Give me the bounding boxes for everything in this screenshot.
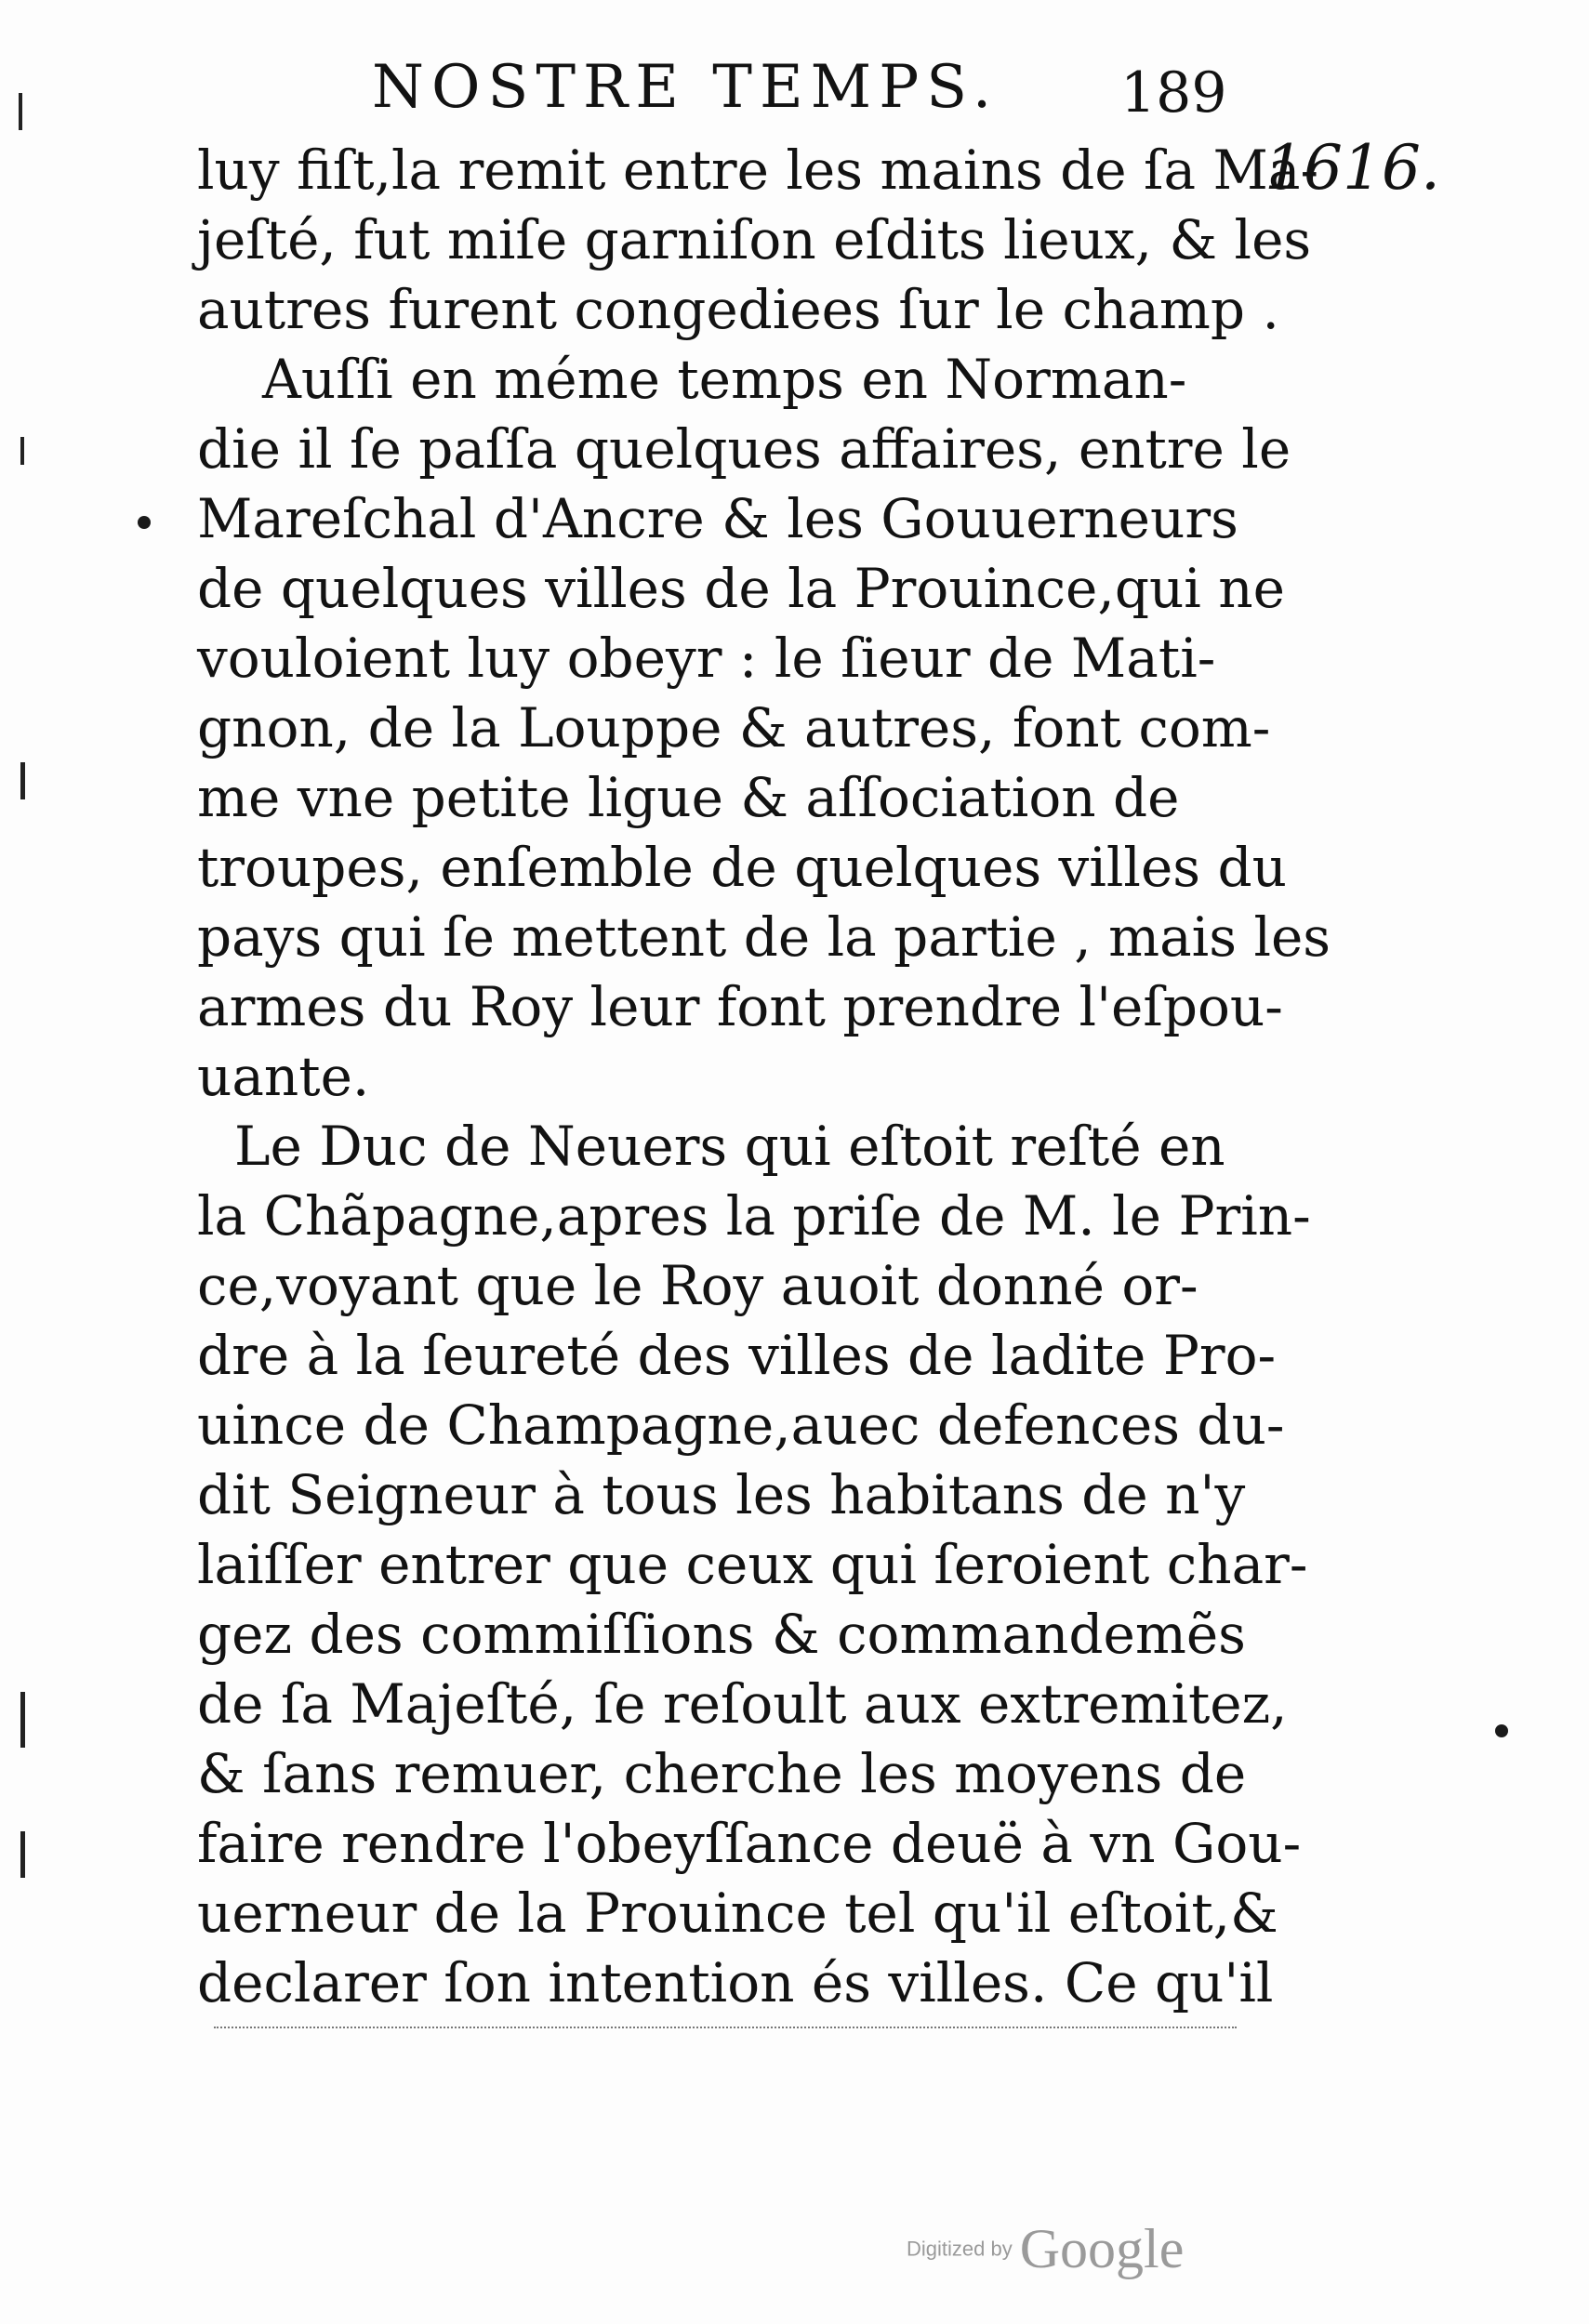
text-line: faire rendre l'obeyſſance deuë à vn Gou- <box>197 1812 1302 1875</box>
text-line: die il ſe paſſa quelques affaires, entre le <box>197 417 1291 481</box>
text-line: dre à la ſeureté des villes de ladite Pro- <box>197 1324 1277 1387</box>
text-line: uerneur de la Prouince tel qu'il eſtoit,& <box>197 1882 1278 1945</box>
text-line: pays qui ſe mettent de la partie , mais les <box>197 905 1331 969</box>
text-line: Mareſchal d'Ancre & les Gouuerneurs <box>197 487 1238 550</box>
text-line: ce,voyant que le Roy auoit donné or- <box>197 1254 1198 1317</box>
margin-speck <box>20 437 24 465</box>
margin-bullet <box>1495 1724 1508 1737</box>
margin-speck <box>20 1692 25 1748</box>
margin-year-note: 1616. <box>1265 132 1440 204</box>
body-text <box>197 136 1331 2018</box>
page-number: 189 <box>1120 60 1227 125</box>
margin-bullet <box>138 516 151 529</box>
text-line: Auſſi en méme temps en Norman- <box>262 348 1187 411</box>
text-line: jeſté, fut miſe garniſon eſdits lieux, & les <box>197 208 1312 271</box>
bottom-rule <box>214 2027 1237 2028</box>
text-line: de ſa Majeſté, ſe reſoult aux extremitez, <box>197 1672 1288 1736</box>
text-line: me vne petite ligue & aſſociation de <box>197 766 1180 829</box>
running-title: NOSTRE TEMPS. <box>372 53 1000 122</box>
text-line: armes du Roy leur font prendre l'eſpou- <box>197 975 1283 1038</box>
text-line: dit Seigneur à tous les habitans de n'y <box>197 1463 1246 1526</box>
watermark-prefix: Digitized by <box>907 2237 1013 2261</box>
text-line: gez des commiſſions & commandemẽs <box>197 1603 1246 1666</box>
margin-speck <box>20 1831 25 1878</box>
text-line: la Chãpagne,apres la priſe de M. le Prin- <box>197 1184 1311 1248</box>
text-line: uante. <box>197 1045 370 1108</box>
text-line: gnon, de la Louppe & autres, font com- <box>197 696 1271 759</box>
digitized-watermark <box>907 2217 1184 2281</box>
margin-speck <box>20 762 25 799</box>
text-line: autres furent congediees ſur le champ . <box>197 278 1279 341</box>
text-line: troupes, enſemble de quelques villes du <box>197 836 1287 899</box>
text-line: vouloient luy obeyr : le ſieur de Mati- <box>197 627 1216 690</box>
text-line: luy fiſt,la remit entre les mains de ſa Ma- <box>197 139 1319 202</box>
text-line: Le Duc de Neuers qui eſtoit reſté en <box>234 1115 1225 1178</box>
google-logo: Google <box>1019 2218 1185 2279</box>
text-line: uince de Champagne,auec defences du- <box>197 1393 1285 1457</box>
text-line: laiſſer entrer que ceux qui ſeroient char- <box>197 1533 1308 1596</box>
margin-speck <box>19 93 22 130</box>
text-line: de quelques villes de la Prouince,qui ne <box>197 557 1285 620</box>
text-line: declarer ſon intention és villes. Ce qu'il <box>197 1951 1274 2014</box>
text-line: & ſans remuer, cherche les moyens de <box>197 1742 1247 1805</box>
